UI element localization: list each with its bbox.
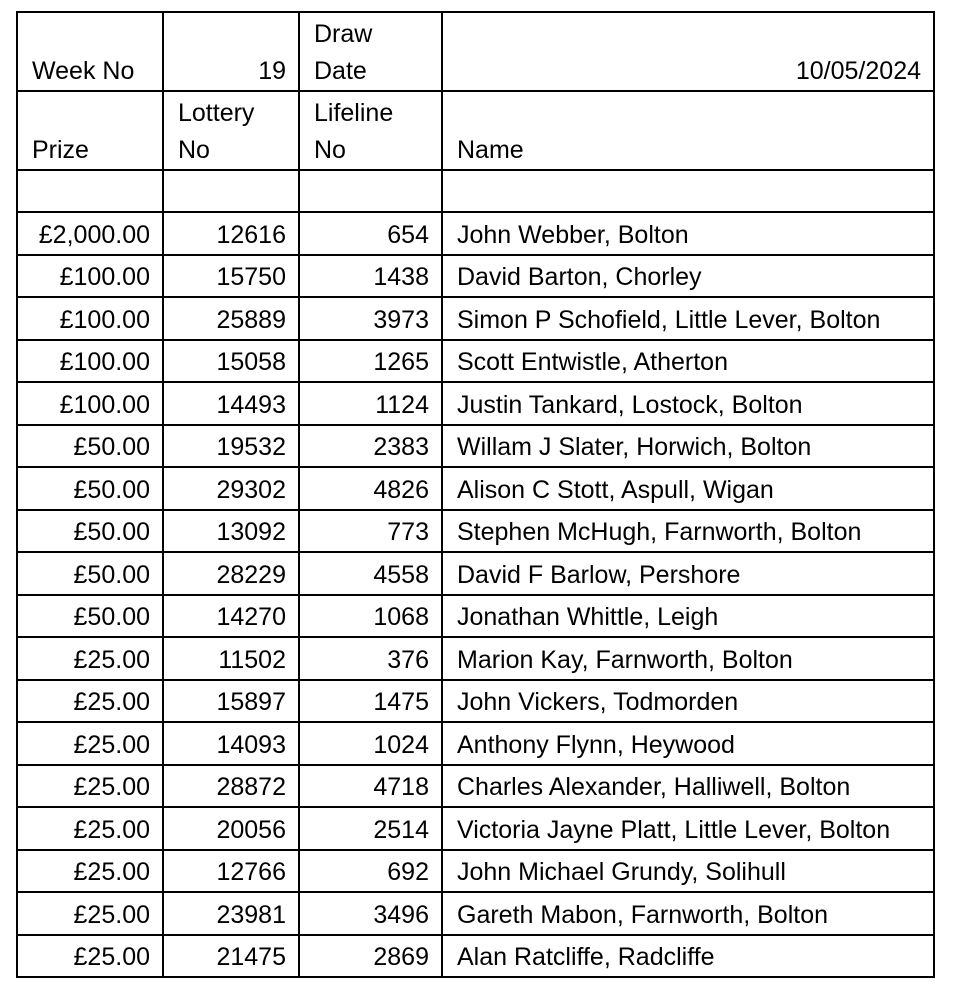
prize-cell: £25.00 <box>17 680 163 723</box>
winner-name-cell: Alison C Stott, Aspull, Wigan <box>442 467 934 510</box>
table-row <box>17 637 934 680</box>
prize-cell: £100.00 <box>17 340 163 383</box>
table-row <box>17 935 934 978</box>
lottery-number-cell: 14270 <box>163 595 299 638</box>
lifeline-header-line2: No <box>314 136 346 164</box>
winner-name-cell: Gareth Mabon, Farnworth, Bolton <box>442 892 934 935</box>
draw-label-line1: Draw <box>314 20 373 48</box>
prize-cell: £25.00 <box>17 765 163 808</box>
winner-name-cell: John Webber, Bolton <box>442 212 934 255</box>
table-row <box>17 850 934 893</box>
winner-name-cell: Jonathan Whittle, Leigh <box>442 595 934 638</box>
winner-name-cell: Victoria Jayne Platt, Little Lever, Bolton <box>442 807 934 850</box>
table-row <box>17 340 934 383</box>
table-row <box>17 892 934 935</box>
blank-cell <box>299 170 442 212</box>
table-row <box>17 510 934 553</box>
lottery-results-table <box>16 11 935 978</box>
lifeline-number-cell: 4558 <box>299 552 442 595</box>
lottery-number-cell: 12766 <box>163 850 299 893</box>
lifeline-column-header <box>299 91 442 170</box>
lottery-number-cell: 19532 <box>163 425 299 468</box>
prize-cell: £25.00 <box>17 637 163 680</box>
winner-name-cell: Justin Tankard, Lostock, Bolton <box>442 382 934 425</box>
lifeline-number-cell: 3496 <box>299 892 442 935</box>
prize-cell: £100.00 <box>17 382 163 425</box>
lottery-number-cell: 21475 <box>163 935 299 978</box>
name-column-header: Name <box>442 91 934 170</box>
lottery-number-cell: 14093 <box>163 722 299 765</box>
lottery-number-cell: 13092 <box>163 510 299 553</box>
prize-cell: £50.00 <box>17 552 163 595</box>
table-row <box>17 382 934 425</box>
lottery-number-cell: 15750 <box>163 255 299 298</box>
lottery-number-cell: 12616 <box>163 212 299 255</box>
winner-name-cell: David Barton, Chorley <box>442 255 934 298</box>
lifeline-number-cell: 773 <box>299 510 442 553</box>
draw-date-value: 10/05/2024 <box>442 12 934 91</box>
lifeline-number-cell: 2514 <box>299 807 442 850</box>
blank-cell <box>442 170 934 212</box>
table-row <box>17 297 934 340</box>
prize-cell: £50.00 <box>17 510 163 553</box>
lottery-number-cell: 25889 <box>163 297 299 340</box>
lottery-number-cell: 20056 <box>163 807 299 850</box>
lottery-number-cell: 29302 <box>163 467 299 510</box>
table-row <box>17 212 934 255</box>
table-row <box>17 807 934 850</box>
table-row <box>17 467 934 510</box>
winner-name-cell: Alan Ratcliffe, Radcliffe <box>442 935 934 978</box>
winner-name-cell: John Vickers, Todmorden <box>442 680 934 723</box>
prize-cell: £50.00 <box>17 425 163 468</box>
table-row <box>17 680 934 723</box>
winner-name-cell: Marion Kay, Farnworth, Bolton <box>442 637 934 680</box>
blank-row <box>17 170 934 212</box>
week-label: Week No <box>17 12 163 91</box>
table-row <box>17 552 934 595</box>
prize-cell: £25.00 <box>17 850 163 893</box>
table-row <box>17 595 934 638</box>
lottery-header-line2: No <box>178 136 210 164</box>
lifeline-number-cell: 692 <box>299 850 442 893</box>
winner-name-cell: Charles Alexander, Halliwell, Bolton <box>442 765 934 808</box>
lifeline-number-cell: 2869 <box>299 935 442 978</box>
lifeline-number-cell: 654 <box>299 212 442 255</box>
prize-cell: £100.00 <box>17 297 163 340</box>
winner-name-cell: Scott Entwistle, Atherton <box>442 340 934 383</box>
lottery-column-header <box>163 91 299 170</box>
table-row <box>17 425 934 468</box>
lifeline-number-cell: 3973 <box>299 297 442 340</box>
winner-name-cell: John Michael Grundy, Solihull <box>442 850 934 893</box>
lifeline-number-cell: 1475 <box>299 680 442 723</box>
lottery-number-cell: 28872 <box>163 765 299 808</box>
lottery-header-line1: Lottery <box>178 99 255 127</box>
lifeline-number-cell: 1124 <box>299 382 442 425</box>
winner-name-cell: David F Barlow, Pershore <box>442 552 934 595</box>
winner-name-cell: Willam J Slater, Horwich, Bolton <box>442 425 934 468</box>
lifeline-number-cell: 1438 <box>299 255 442 298</box>
prize-cell: £50.00 <box>17 467 163 510</box>
lottery-number-cell: 15897 <box>163 680 299 723</box>
prize-cell: £100.00 <box>17 255 163 298</box>
lifeline-header-line1: Lifeline <box>314 99 394 127</box>
lottery-number-cell: 11502 <box>163 637 299 680</box>
lottery-number-cell: 15058 <box>163 340 299 383</box>
week-number: 19 <box>163 12 299 91</box>
lifeline-number-cell: 1068 <box>299 595 442 638</box>
lifeline-number-cell: 376 <box>299 637 442 680</box>
winner-name-cell: Simon P Schofield, Little Lever, Bolton <box>442 297 934 340</box>
table-row <box>17 765 934 808</box>
column-header-row <box>17 91 934 170</box>
lifeline-number-cell: 1024 <box>299 722 442 765</box>
table-row <box>17 722 934 765</box>
lottery-number-cell: 14493 <box>163 382 299 425</box>
lottery-number-cell: 28229 <box>163 552 299 595</box>
prize-cell: £25.00 <box>17 935 163 978</box>
lifeline-number-cell: 1265 <box>299 340 442 383</box>
blank-cell <box>163 170 299 212</box>
draw-date-label <box>299 12 442 91</box>
lifeline-number-cell: 2383 <box>299 425 442 468</box>
winner-name-cell: Stephen McHugh, Farnworth, Bolton <box>442 510 934 553</box>
week-header-row <box>17 12 934 91</box>
draw-label-line2: Date <box>314 57 367 85</box>
prize-cell: £25.00 <box>17 892 163 935</box>
blank-cell <box>17 170 163 212</box>
prize-cell: £50.00 <box>17 595 163 638</box>
prize-cell: £25.00 <box>17 722 163 765</box>
lifeline-number-cell: 4718 <box>299 765 442 808</box>
winner-name-cell: Anthony Flynn, Heywood <box>442 722 934 765</box>
lottery-number-cell: 23981 <box>163 892 299 935</box>
prize-column-header: Prize <box>17 91 163 170</box>
prize-cell: £25.00 <box>17 807 163 850</box>
prize-cell: £2,000.00 <box>17 212 163 255</box>
table-row <box>17 255 934 298</box>
lifeline-number-cell: 4826 <box>299 467 442 510</box>
